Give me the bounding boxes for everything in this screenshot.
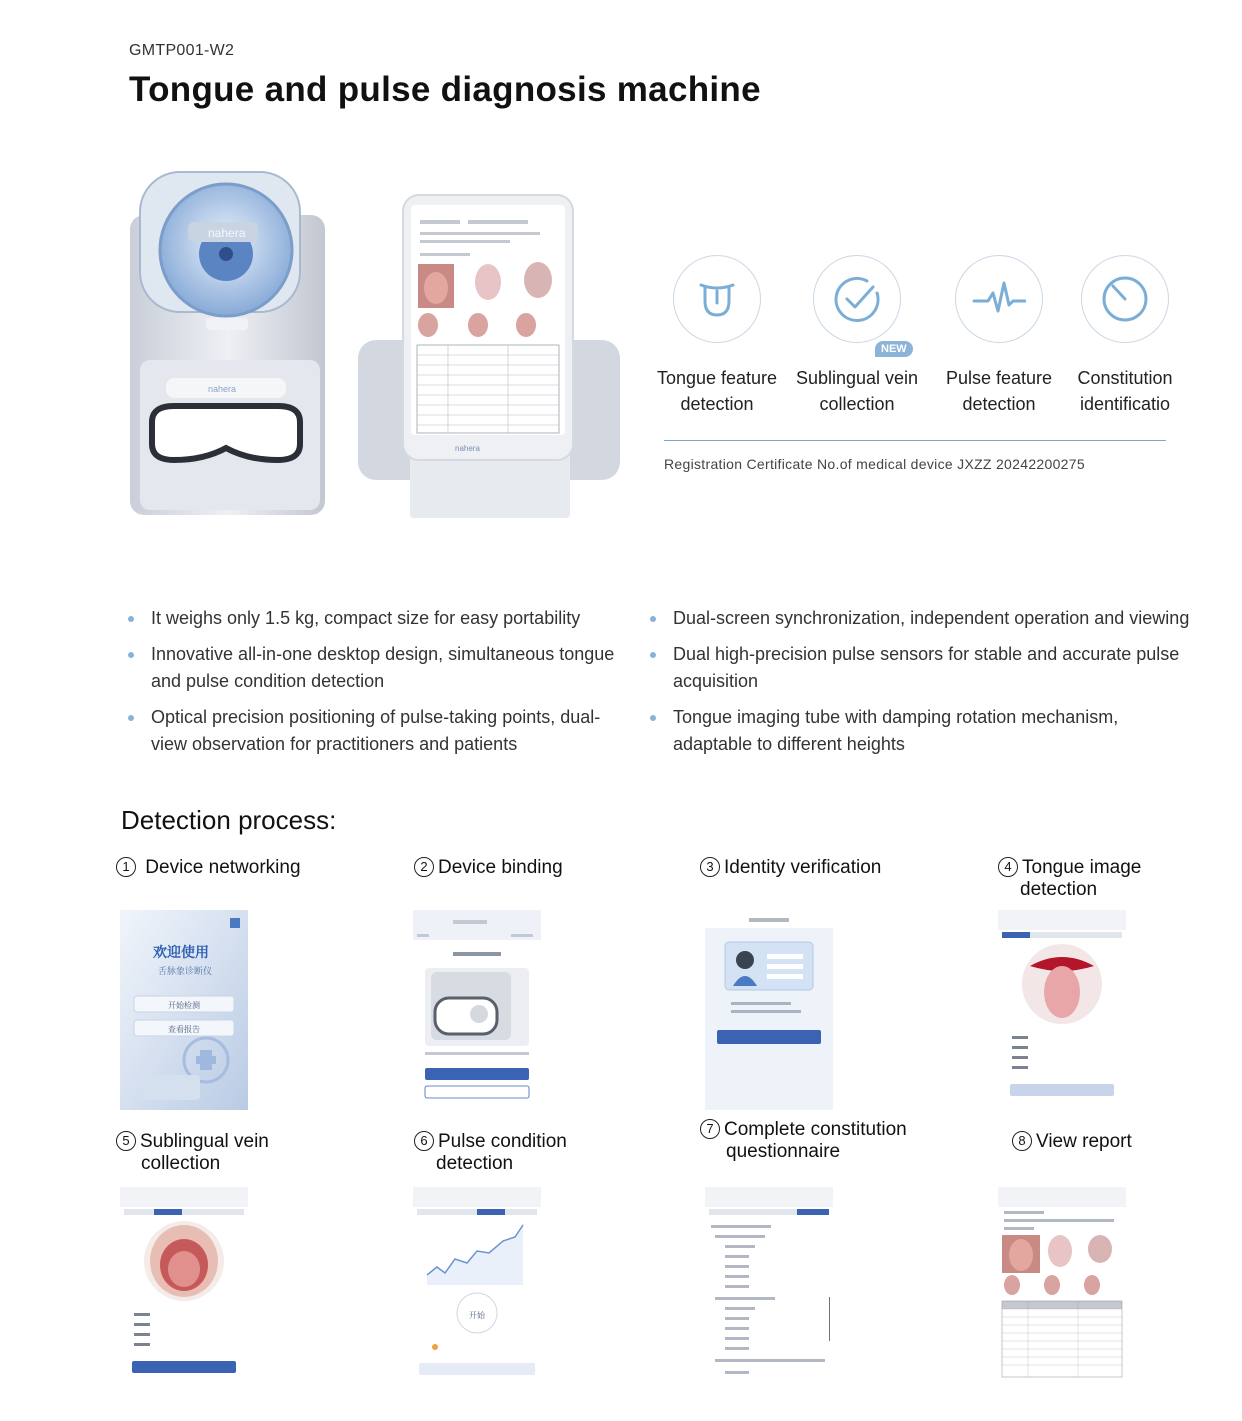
feature-line2: collection bbox=[819, 394, 895, 414]
bullet-item: Optical precision positioning of pulse-taking points, dual-view observation for practitioners and patients bbox=[128, 704, 628, 758]
device-brand: nahera bbox=[208, 226, 246, 240]
bullet-item: Dual high-precision pulse sensors for stable and accurate pulse acquisition bbox=[650, 641, 1190, 695]
device-illustration bbox=[128, 160, 628, 525]
feature-line1: Pulse feature bbox=[945, 368, 1053, 388]
bullet-item: It weighs only 1.5 kg, compact size for easy portability bbox=[128, 605, 628, 632]
step-7-label: 7 Complete constitution questionnaire bbox=[700, 1119, 907, 1163]
pulse-wave-icon bbox=[955, 255, 1043, 343]
screen-binding bbox=[413, 910, 541, 1110]
step-1-label: 1 Device networking bbox=[116, 857, 301, 879]
tongue-icon bbox=[673, 255, 761, 343]
page-title: Tongue and pulse diagnosis machine bbox=[129, 70, 761, 109]
svg-text:nahera: nahera bbox=[455, 444, 480, 453]
feature-line1: Tongue feature bbox=[656, 368, 778, 388]
step-3-label: 3 Identity verification bbox=[700, 857, 881, 879]
step-4-label: 4 Tongue image detection bbox=[998, 857, 1141, 901]
feature-line2: detection bbox=[680, 394, 754, 414]
feature-line2: detection bbox=[962, 394, 1036, 414]
step-8-label: 8 View report bbox=[1012, 1131, 1132, 1153]
welcome-title: 欢迎使用 bbox=[153, 945, 209, 961]
divider bbox=[664, 440, 1166, 441]
start-button: 开始检测 bbox=[168, 1001, 200, 1010]
step-5-label: 5 Sublingual vein collection bbox=[116, 1131, 269, 1175]
screen-identity bbox=[705, 910, 833, 1110]
dial-icon bbox=[1081, 255, 1169, 343]
bullet-list-right bbox=[650, 605, 1190, 767]
feature-list bbox=[648, 255, 1188, 425]
pulse-start-button: 开始 bbox=[469, 1311, 485, 1320]
feature-sublingual bbox=[782, 255, 932, 417]
feature-line2: identificatio bbox=[1079, 394, 1171, 414]
step-2-label: 2 Device binding bbox=[414, 857, 563, 879]
feature-constitution bbox=[1050, 255, 1200, 417]
history-button: 查看报告 bbox=[168, 1025, 200, 1034]
bullet-list-left bbox=[128, 605, 628, 767]
welcome-subtitle: 舌脉象诊断仪 bbox=[158, 967, 213, 977]
feature-tongue bbox=[642, 255, 792, 417]
registration-certificate: Registration Certificate No.of medical device JXZZ 20242200275 bbox=[664, 456, 1085, 472]
feature-line1: Constitution bbox=[1077, 368, 1173, 388]
screen-networking bbox=[120, 910, 248, 1110]
check-circle-icon bbox=[813, 255, 901, 343]
new-badge: NEW bbox=[875, 341, 913, 357]
bullet-item: Tongue imaging tube with damping rotation mechanism, adaptable to different heights bbox=[650, 704, 1190, 758]
svg-text:nahera: nahera bbox=[208, 384, 237, 394]
screen-sublingual bbox=[120, 1187, 248, 1387]
screen-pulse bbox=[413, 1187, 541, 1387]
model-number: GMTP001-W2 bbox=[129, 42, 235, 59]
bullet-item: Dual-screen synchronization, independent operation and viewing bbox=[650, 605, 1190, 632]
screen-tongue bbox=[998, 910, 1126, 1110]
screen-questionnaire bbox=[705, 1187, 833, 1387]
bullet-item: Innovative all-in-one desktop design, simultaneous tongue and pulse condition detection bbox=[128, 641, 628, 695]
feature-line1: Sublingual vein bbox=[795, 368, 919, 388]
process-title: Detection process: bbox=[121, 805, 337, 835]
screen-report bbox=[998, 1187, 1126, 1387]
step-6-label: 6 Pulse condition detection bbox=[414, 1131, 567, 1175]
